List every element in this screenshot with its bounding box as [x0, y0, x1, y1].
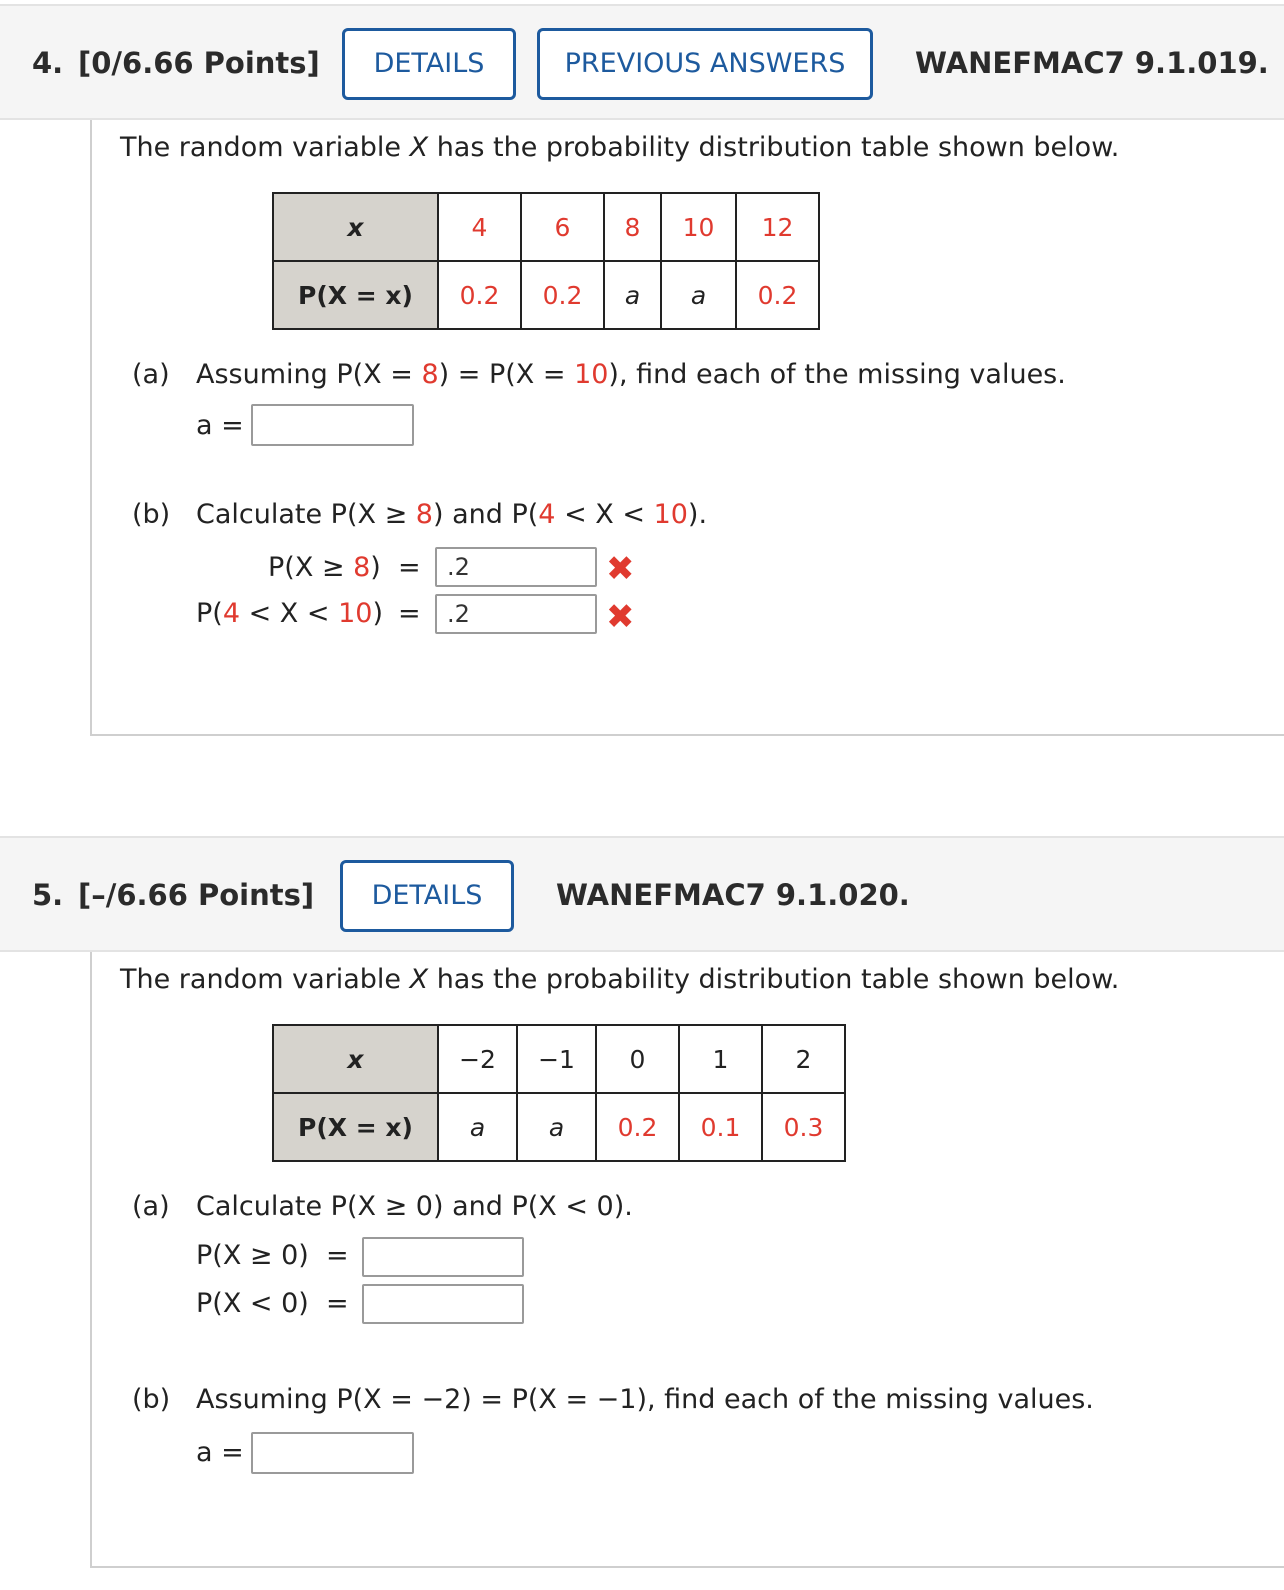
- q4-intro: The random variable X has the probability distribution table shown below.: [120, 132, 1120, 163]
- q4-p-cell: a: [604, 261, 661, 329]
- q5-intro: The random variable X has the probability distribution table shown below.: [120, 964, 1120, 995]
- q4-part-a-text: Assuming P(X = 8) = P(X = 10), find each of the missing values.: [196, 359, 1066, 390]
- q5-header: [0, 836, 1284, 952]
- q5-problem-code: WANEFMAC7 9.1.020.: [556, 878, 910, 912]
- q5-p-row: [273, 1093, 845, 1161]
- q5-row1-label: P(X ≥ 0): [196, 1240, 309, 1271]
- q5-p-lt-0-input[interactable]: [362, 1284, 524, 1324]
- q5-p-cell: a: [517, 1093, 596, 1161]
- q4-x-header: x: [273, 193, 438, 261]
- q4-p-cell: 0.2: [521, 261, 604, 329]
- q4-part-a-label: (a): [132, 359, 170, 390]
- q4-part-b-label: (b): [132, 499, 171, 530]
- q4-p-row: [273, 261, 819, 329]
- q5-a-input[interactable]: [251, 1432, 414, 1474]
- q4-a-input[interactable]: [251, 404, 414, 446]
- q4-x-cell: 4: [438, 193, 521, 261]
- q4-x-cell: 12: [736, 193, 819, 261]
- q4-details-button[interactable]: DETAILS: [342, 28, 516, 100]
- q4-x-row: [273, 193, 819, 261]
- q5-row2-equals: =: [326, 1288, 349, 1319]
- q5-a-label: a =: [196, 1437, 244, 1468]
- q5-p-cell: 0.1: [679, 1093, 762, 1161]
- q4-row2-label: P(4 < X < 10): [196, 598, 383, 629]
- q5-p-ge-0-input[interactable]: [362, 1237, 524, 1277]
- q4-x-cell: 6: [521, 193, 604, 261]
- q4-p-header: P(X = x): [273, 261, 438, 329]
- q4-p-cell: a: [661, 261, 736, 329]
- q5-points: [–/6.66 Points]: [78, 878, 315, 912]
- q5-part-a-label: (a): [132, 1191, 170, 1222]
- q5-x-cell: 1: [679, 1025, 762, 1093]
- q4-p-cell: 0.2: [736, 261, 819, 329]
- q5-distribution-table: [272, 1024, 846, 1162]
- q5-x-cell: 2: [762, 1025, 845, 1093]
- q4-part-b-text: Calculate P(X ≥ 8) and P(4 < X < 10).: [196, 499, 708, 530]
- q5-part-b-text: Assuming P(X = −2) = P(X = −1), find each of the missing values.: [196, 1384, 1094, 1415]
- q5-p-header: P(X = x): [273, 1093, 438, 1161]
- q4-previous-answers-button[interactable]: PREVIOUS ANSWERS: [537, 28, 873, 100]
- q4-points: [0/6.66 Points]: [78, 46, 320, 80]
- q5-p-cell: 0.3: [762, 1093, 845, 1161]
- q4-x-cell: 10: [661, 193, 736, 261]
- q4-row1-label: P(X ≥ 8): [268, 552, 381, 583]
- q5-p-cell: 0.2: [596, 1093, 679, 1161]
- q4-row1-equals: =: [398, 552, 421, 583]
- q5-x-header: x: [273, 1025, 438, 1093]
- q5-number: 5.: [32, 878, 64, 912]
- q4-p-between-input[interactable]: .2: [435, 594, 597, 634]
- incorrect-icon: ✖: [606, 597, 635, 637]
- q5-x-row: [273, 1025, 845, 1093]
- q4-x-cell: 8: [604, 193, 661, 261]
- q5-row2-label: P(X < 0): [196, 1288, 309, 1319]
- q5-x-cell: −1: [517, 1025, 596, 1093]
- q5-part-b-label: (b): [132, 1384, 171, 1415]
- q5-part-a-text: Calculate P(X ≥ 0) and P(X < 0).: [196, 1191, 633, 1222]
- q4-number: 4.: [32, 46, 64, 80]
- q4-distribution-table: [272, 192, 820, 330]
- q4-p-cell: 0.2: [438, 261, 521, 329]
- q5-p-cell: a: [438, 1093, 517, 1161]
- q5-x-cell: −2: [438, 1025, 517, 1093]
- q4-row2-equals: =: [398, 598, 421, 629]
- q5-details-button[interactable]: DETAILS: [340, 860, 514, 932]
- q4-problem-code: WANEFMAC7 9.1.019.: [915, 46, 1269, 80]
- q5-x-cell: 0: [596, 1025, 679, 1093]
- q4-header: [0, 4, 1284, 120]
- incorrect-icon: ✖: [606, 549, 635, 589]
- q4-p-ge-8-input[interactable]: .2: [435, 547, 597, 587]
- q4-a-label: a =: [196, 410, 244, 441]
- q5-row1-equals: =: [326, 1240, 349, 1271]
